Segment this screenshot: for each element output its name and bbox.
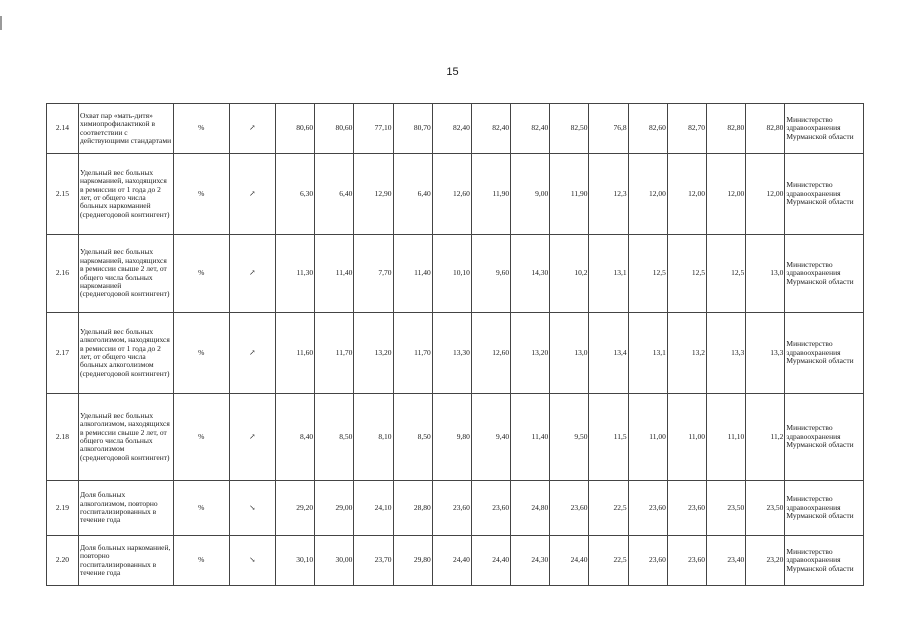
value-cell: 77,10 <box>354 104 393 154</box>
value-cell: 24,40 <box>432 536 471 586</box>
value-cell: 82,40 <box>511 104 550 154</box>
value-cell: 82,50 <box>550 104 589 154</box>
indicator-name: Доля больных алкоголизмом, повторно госпитализированных в течение года <box>78 481 173 536</box>
value-cell: 11,30 <box>275 235 314 313</box>
indicator-code: 2.15 <box>47 154 79 235</box>
responsible-cell: Министерство здравоохранения Мурманской области <box>785 536 864 586</box>
indicator-code: 2.18 <box>47 394 79 481</box>
trend-down-icon: ↘ <box>229 536 275 586</box>
unit-cell: % <box>173 154 229 235</box>
indicator-code: 2.14 <box>47 104 79 154</box>
value-cell: 11,2 <box>746 394 785 481</box>
page-number: 15 <box>446 66 459 78</box>
value-cell: 13,20 <box>354 313 393 394</box>
unit-cell: % <box>173 313 229 394</box>
value-cell: 82,40 <box>471 104 510 154</box>
value-cell: 80,70 <box>393 104 432 154</box>
value-cell: 12,90 <box>354 154 393 235</box>
value-cell: 24,40 <box>550 536 589 586</box>
value-cell: 13,0 <box>746 235 785 313</box>
value-cell: 8,40 <box>275 394 314 481</box>
value-cell: 12,00 <box>707 154 746 235</box>
value-cell: 8,50 <box>393 394 432 481</box>
value-cell: 11,60 <box>275 313 314 394</box>
unit-cell: % <box>173 536 229 586</box>
value-cell: 76,8 <box>589 104 628 154</box>
indicator-name: Удельный вес больных алкоголизмом, находящихся в ремиссии свыше 2 лет, от общего числа больных алкоголизмом (среднегодовой контингент) <box>78 394 173 481</box>
value-cell: 24,40 <box>471 536 510 586</box>
unit-cell: % <box>173 104 229 154</box>
value-cell: 24,10 <box>354 481 393 536</box>
responsible-cell: Министерство здравоохранения Мурманской области <box>785 154 864 235</box>
value-cell: 22,5 <box>589 536 628 586</box>
value-cell: 6,30 <box>275 154 314 235</box>
value-cell: 24,80 <box>511 481 550 536</box>
value-cell: 8,50 <box>315 394 354 481</box>
value-cell: 23,50 <box>707 481 746 536</box>
indicator-name: Удельный вес больных алкоголизмом, находящихся в ремиссии от 1 года до 2 лет, от общего числа больных алкоголизмом (среднегодовой контингент) <box>78 313 173 394</box>
trend-up-icon: ↗ <box>229 154 275 235</box>
value-cell: 23,70 <box>354 536 393 586</box>
responsible-cell: Министерство здравоохранения Мурманской области <box>785 313 864 394</box>
value-cell: 82,80 <box>707 104 746 154</box>
value-cell: 8,10 <box>354 394 393 481</box>
table-row <box>47 394 864 481</box>
trend-up-icon: ↗ <box>229 104 275 154</box>
table-row <box>47 154 864 235</box>
value-cell: 23,50 <box>746 481 785 536</box>
table-row <box>47 313 864 394</box>
value-cell: 23,60 <box>432 481 471 536</box>
value-cell: 7,70 <box>354 235 393 313</box>
value-cell: 23,40 <box>707 536 746 586</box>
value-cell: 12,5 <box>628 235 667 313</box>
unit-cell: % <box>173 481 229 536</box>
value-cell: 29,80 <box>393 536 432 586</box>
indicator-name: Удельный вес больных наркоманией, находящихся в ремиссии свыше 2 лет, от общего числа больных наркоманией (среднегодовой контингент) <box>78 235 173 313</box>
value-cell: 23,60 <box>667 481 706 536</box>
value-cell: 13,0 <box>550 313 589 394</box>
value-cell: 29,00 <box>315 481 354 536</box>
value-cell: 24,30 <box>511 536 550 586</box>
value-cell: 12,00 <box>667 154 706 235</box>
value-cell: 80,60 <box>315 104 354 154</box>
unit-cell: % <box>173 235 229 313</box>
trend-down-icon: ↘ <box>229 481 275 536</box>
table-row <box>47 536 864 586</box>
value-cell: 22,5 <box>589 481 628 536</box>
trend-up-icon: ↗ <box>229 235 275 313</box>
value-cell: 9,00 <box>511 154 550 235</box>
value-cell: 23,60 <box>471 481 510 536</box>
indicator-code: 2.19 <box>47 481 79 536</box>
unit-cell: % <box>173 394 229 481</box>
trend-up-icon: ↗ <box>229 313 275 394</box>
value-cell: 13,1 <box>589 235 628 313</box>
value-cell: 12,5 <box>707 235 746 313</box>
value-cell: 82,80 <box>746 104 785 154</box>
value-cell: 11,00 <box>628 394 667 481</box>
value-cell: 23,60 <box>628 536 667 586</box>
value-cell: 11,90 <box>471 154 510 235</box>
value-cell: 9,80 <box>432 394 471 481</box>
value-cell: 23,20 <box>746 536 785 586</box>
value-cell: 13,20 <box>511 313 550 394</box>
value-cell: 9,50 <box>550 394 589 481</box>
value-cell: 28,80 <box>393 481 432 536</box>
value-cell: 9,40 <box>471 394 510 481</box>
value-cell: 80,60 <box>275 104 314 154</box>
value-cell: 11,70 <box>393 313 432 394</box>
value-cell: 12,00 <box>628 154 667 235</box>
value-cell: 11,5 <box>589 394 628 481</box>
value-cell: 10,10 <box>432 235 471 313</box>
value-cell: 6,40 <box>393 154 432 235</box>
responsible-cell: Министерство здравоохранения Мурманской области <box>785 104 864 154</box>
value-cell: 14,30 <box>511 235 550 313</box>
trend-up-icon: ↗ <box>229 394 275 481</box>
value-cell: 9,60 <box>471 235 510 313</box>
value-cell: 23,60 <box>628 481 667 536</box>
value-cell: 12,00 <box>746 154 785 235</box>
value-cell: 30,10 <box>275 536 314 586</box>
value-cell: 10,2 <box>550 235 589 313</box>
value-cell: 11,40 <box>511 394 550 481</box>
value-cell: 12,3 <box>589 154 628 235</box>
value-cell: 12,60 <box>432 154 471 235</box>
indicators-table <box>46 103 864 586</box>
value-cell: 23,60 <box>667 536 706 586</box>
indicator-name: Охват пар «мать-дитя» химиопрофилактикой в соответствии с действующими стандартами <box>78 104 173 154</box>
value-cell: 30,00 <box>315 536 354 586</box>
responsible-cell: Министерство здравоохранения Мурманской области <box>785 235 864 313</box>
value-cell: 11,70 <box>315 313 354 394</box>
value-cell: 11,40 <box>315 235 354 313</box>
value-cell: 13,2 <box>667 313 706 394</box>
value-cell: 82,60 <box>628 104 667 154</box>
value-cell: 13,1 <box>628 313 667 394</box>
value-cell: 6,40 <box>315 154 354 235</box>
scan-edge-mark <box>0 16 2 30</box>
indicator-code: 2.16 <box>47 235 79 313</box>
value-cell: 82,40 <box>432 104 471 154</box>
table-body <box>47 104 864 586</box>
indicator-code: 2.17 <box>47 313 79 394</box>
value-cell: 13,4 <box>589 313 628 394</box>
indicator-name: Удельный вес больных наркоманией, находящихся в ремиссии от 1 года до 2 лет, от общего числа больных наркоманией (среднегодовой контингент) <box>78 154 173 235</box>
value-cell: 23,60 <box>550 481 589 536</box>
responsible-cell: Министерство здравоохранения Мурманской области <box>785 394 864 481</box>
indicator-code: 2.20 <box>47 536 79 586</box>
responsible-cell: Министерство здравоохранения Мурманской области <box>785 481 864 536</box>
value-cell: 11,90 <box>550 154 589 235</box>
value-cell: 12,5 <box>667 235 706 313</box>
table-row <box>47 481 864 536</box>
value-cell: 13,3 <box>707 313 746 394</box>
table-row <box>47 235 864 313</box>
table-row <box>47 104 864 154</box>
value-cell: 82,70 <box>667 104 706 154</box>
value-cell: 11,40 <box>393 235 432 313</box>
value-cell: 13,30 <box>432 313 471 394</box>
value-cell: 11,10 <box>707 394 746 481</box>
value-cell: 29,20 <box>275 481 314 536</box>
value-cell: 13,3 <box>746 313 785 394</box>
value-cell: 12,60 <box>471 313 510 394</box>
value-cell: 11,00 <box>667 394 706 481</box>
indicator-name: Доля больных наркоманией, повторно госпитализированных в течение года <box>78 536 173 586</box>
